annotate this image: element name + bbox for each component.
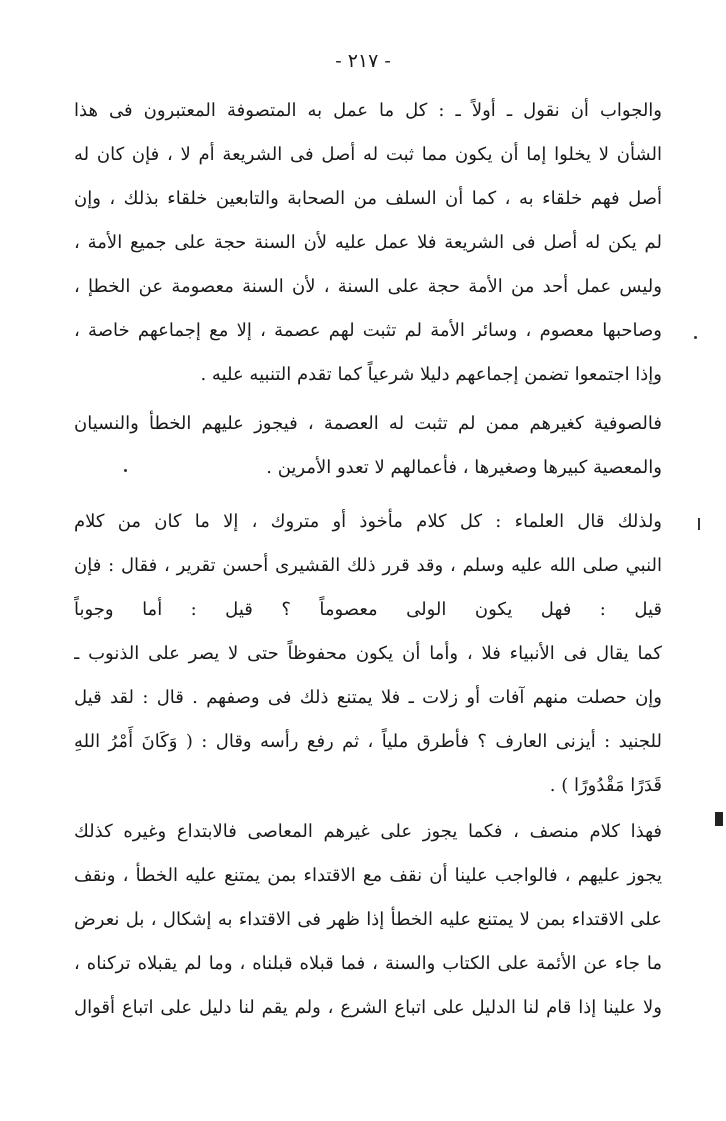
text-line: وليس عمل أحد من الأمة حجة على السنة ، لأن السنة معصومة عن الخطإ ، (74, 276, 662, 297)
text-line: والجواب أن نقول ـ أولاً ـ : كل ما عمل به المتصوفة المعتبرون فى هذا (74, 100, 662, 121)
paragraph-3 (74, 500, 662, 808)
scan-dot (694, 336, 697, 339)
text-line: ولا علينا إذا قام لنا الدليل على اتباع الشرع ، ولم يقم لنا دليل على اتباع أقوال (74, 997, 662, 1018)
text-line: فهذا كلام منصف ، فكما يجوز على غيرهم المعاصى فالابتداع وغيره كذلك (74, 821, 662, 842)
text-line: أصل فهم خلقاء به ، كما أن السلف من الصحابة والتابعين خلقاء بذلك ، وإن (74, 188, 662, 209)
text-line: قَدَرًا مَقْدُورًا ) . (549, 775, 662, 796)
text-line: على الاقتداء بمن لا يمتنع عليه الخطأ إذا ظهر فى الاقتداء به إشكال ، بل نعرض (74, 909, 662, 930)
page-number: - ٢١٧ - (335, 50, 391, 72)
text-line: فالصوفية كغيرهم ممن لم تثبت له العصمة ، فيجوز عليهم الخطأ والنسيان (74, 413, 662, 434)
scan-dot (698, 518, 700, 530)
text-line: قيل : فهل يكون الولى معصوماً ؟ قيل : أما وجوباً (74, 599, 662, 620)
text-line: كما يقال فى الأنبياء فلا ، وأما أن يكون محفوظاً حتى لا يصر على الذنوب ـ (74, 643, 662, 664)
text-line: ما جاء عن الأئمة على الكتاب والسنة ، فما قبلاه قبلناه ، وما لم يقبلاه تركناه ، (74, 953, 662, 974)
text-line: الشأن لا يخلوا إما أن يكون مما ثبت له أصل فى الشريعة أم لا ، فإن كان له (74, 144, 662, 165)
text-line: والمعصية كبيرها وصغيرها ، فأعمالهم لا تعدو الأمرين . (266, 457, 662, 478)
text-line: ولذلك قال العلماء : كل كلام مأخوذ أو متروك ، إلا ما كان من كلام (74, 511, 662, 532)
paragraph-2 (74, 402, 662, 490)
text-line: وإذا اجتمعوا تضمن إجماعهم دليلا شرعياً كما تقدم التنبيه عليه . (200, 364, 662, 385)
text-line: للجنيد : أيزنى العارف ؟ فأطرق ملياً ، ثم رفع رأسه وقال : ( وَكَانَ أَمْرُ اللهِ (74, 731, 662, 752)
text-line: وإن حصلت منهم آفات أو زلات ـ فلا يمتنع ذلك فى وصفهم . قال : لقد قيل (74, 687, 662, 708)
scan-dot (124, 469, 127, 472)
text-line: وصاحبها معصوم ، وسائر الأمة لم تثبت لهم عصمة ، إلا مع إجماعهم خاصة ، (74, 320, 662, 341)
text-line: النبي صلى الله عليه وسلم ، وقد قرر ذلك القشيرى أحسن تقرير ، فقال : فإن (74, 555, 662, 576)
text-line: لم يكن له أصل فى الشريعة فلا عمل عليه لأن السنة حجة على جميع الأمة ، (74, 232, 662, 253)
paragraph-4 (74, 810, 662, 1030)
paragraph-1 (74, 89, 662, 397)
text-line: يجوز عليهم ، فالواجب علينا أن نقف مع الاقتداء بمن يمتنع عليه الخطأ ، ونقف (74, 865, 662, 886)
scan-edge-mark (715, 812, 723, 826)
